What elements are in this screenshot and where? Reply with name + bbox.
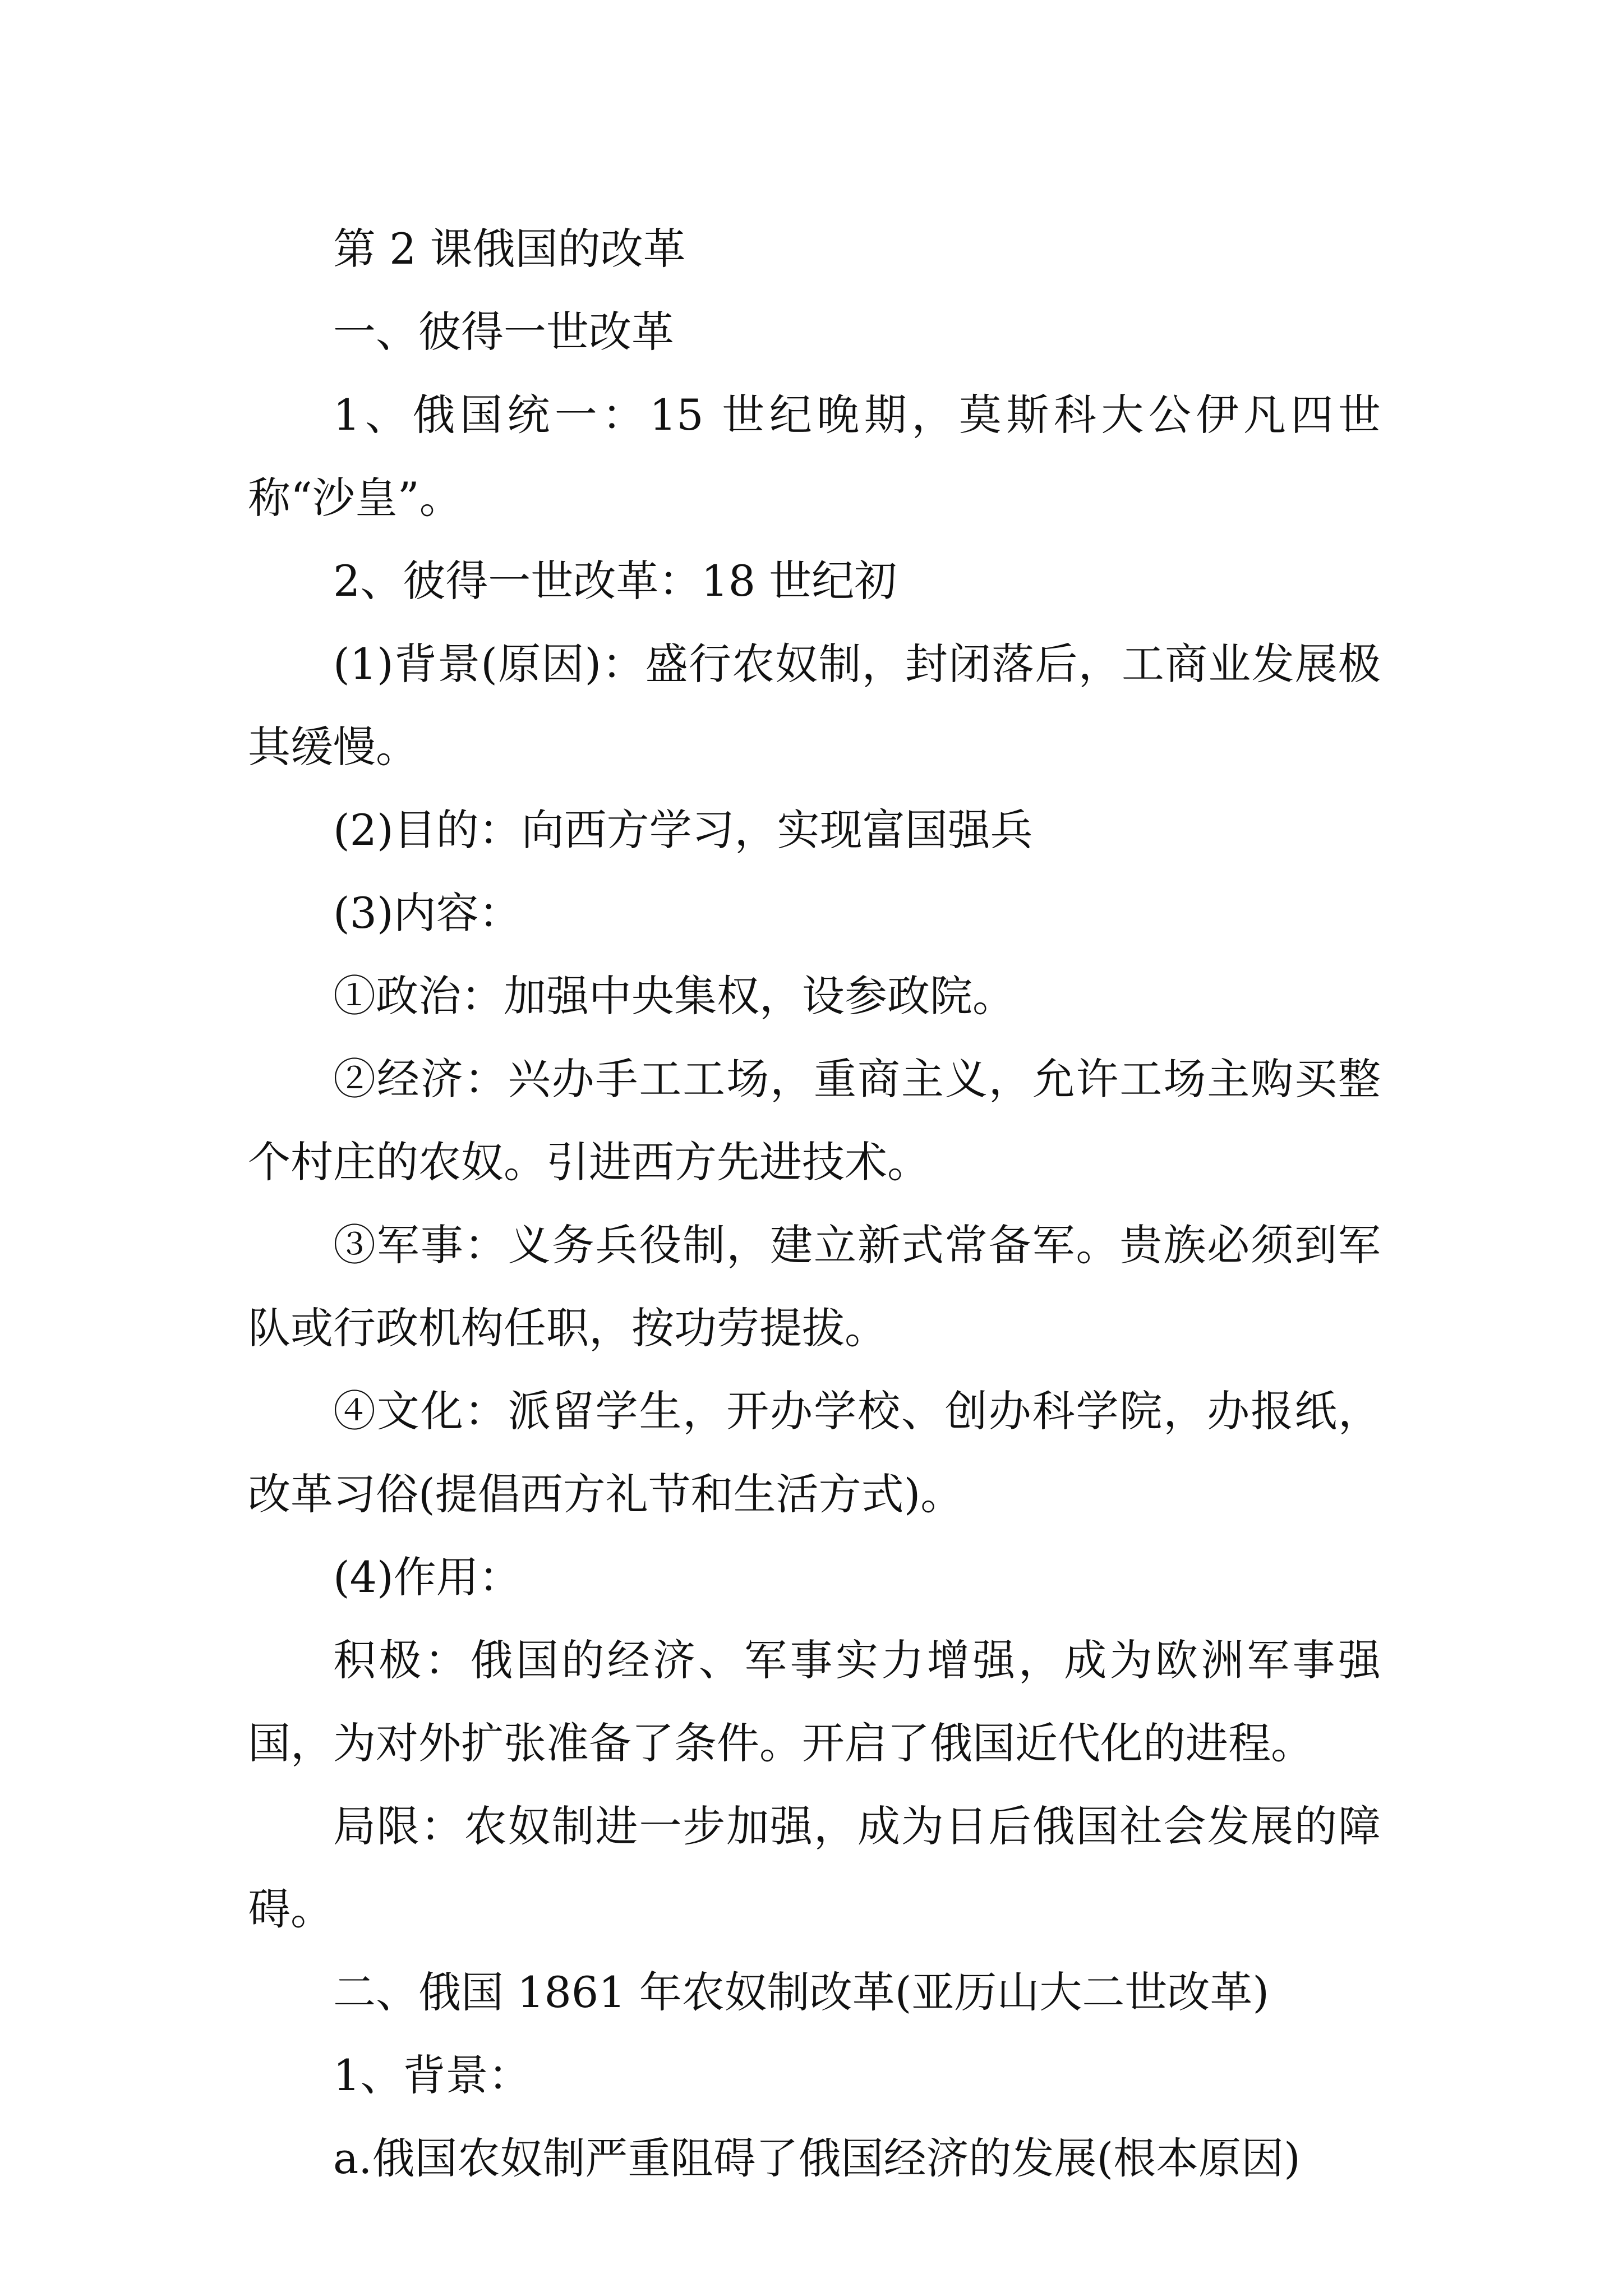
paragraph-peter-reform-time: 2、彼得一世改革：18 世纪初 xyxy=(333,556,897,606)
paragraph-culture: ④文化：派留学生，开办学校、创办科学院，办报纸，改革习俗(提倡西方礼节和生活方式)。 xyxy=(248,1386,1381,1519)
paragraph-positive-effect: 积极：俄国的经济、军事实力增强，成为欧洲军事强国，为对外扩张准备了条件。开启了俄国近代化的进程。 xyxy=(248,1635,1381,1768)
section-heading-peter-reform: 一、彼得一世改革 xyxy=(333,307,674,357)
section-heading-serf-reform: 二、俄国 1861 年农奴制改革(亚历山大二世改革) xyxy=(333,1967,1270,2017)
paragraph-purpose: (2)目的：向西方学习，实现富国强兵 xyxy=(333,805,1033,855)
paragraph-limitation: 局限：农奴制进一步加强，成为日后俄国社会发展的障碍。 xyxy=(248,1801,1381,1934)
paragraph-serf-reform-background: 1、背景： xyxy=(333,2050,531,2100)
paragraph-effect-heading: (4)作用： xyxy=(333,1552,522,1602)
paragraph-russia-unification: 1、俄国统一：15 世纪晚期，莫斯科大公伊凡四世称“沙皇”。 xyxy=(248,390,1381,523)
paragraph-root-cause: a.俄国农奴制严重阻碍了俄国经济的发展(根本原因) xyxy=(333,2133,1301,2183)
paragraph-content-heading: (3)内容： xyxy=(333,888,522,938)
paragraph-economy: ②经济：兴办手工工场，重商主义，允许工场主购买整个村庄的农奴。引进西方先进技术。 xyxy=(248,1054,1381,1187)
lesson-title: 第 2 课俄国的改革 xyxy=(333,224,686,274)
paragraph-politics: ①政治：加强中央集权，设参政院。 xyxy=(333,971,1015,1021)
paragraph-military: ③军事：义务兵役制，建立新式常备军。贵族必须到军队或行政机构任职，按功劳提拔。 xyxy=(248,1220,1381,1353)
paragraph-background: (1)背景(原因)：盛行农奴制，封闭落后，工商业发展极其缓慢。 xyxy=(248,639,1381,772)
document-body xyxy=(248,208,1381,2200)
